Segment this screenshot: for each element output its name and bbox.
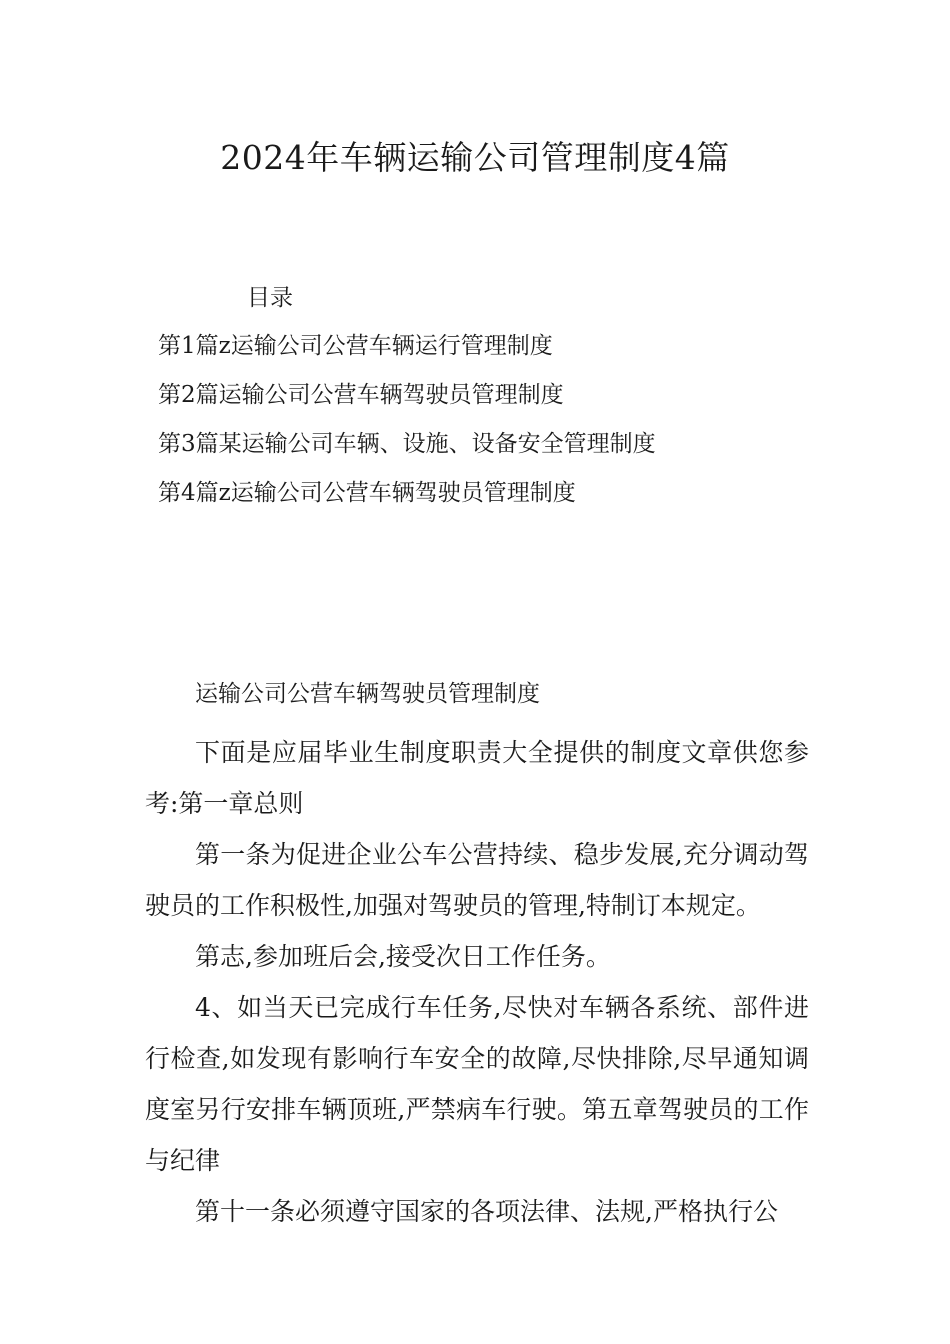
article-paragraph-4: 4、如当天已完成行车任务,尽快对车辆各系统、部件进行检查,如发现有影响行车安全的故障,尽快排除,尽早通知调度室另行安排车辆顶班,严禁病车行驶。第五章驾驶员的工作与纪律 [145,993,809,1175]
toc-item-4: 第4篇z运输公司公营车辆驾驶员管理制度 [158,480,576,506]
table-of-contents [158,330,656,526]
article-heading: 运输公司公营车辆驾驶员管理制度 [195,681,540,707]
toc-item-2: 第2篇运输公司公营车辆驾驶员管理制度 [158,382,564,408]
article-paragraph-1: 下面是应届毕业生制度职责大全提供的制度文章供您参考:第一章总则 [145,738,809,818]
article-paragraph-2: 第一条为促进企业公车公营持续、稳步发展,充分调动驾驶员的工作积极性,加强对驾驶员的管理,特制订本规定。 [145,840,809,920]
article-paragraph-5: 第十一条必须遵守国家的各项法律、法规,严格执行公 [195,1197,778,1226]
toc-heading: 目录 [247,285,293,311]
toc-item-1: 第1篇z运输公司公营车辆运行管理制度 [158,333,553,359]
article-paragraph-3: 第志,参加班后会,接受次日工作任务。 [195,942,611,971]
article-body [145,676,809,1237]
toc-item-3: 第3篇某运输公司车辆、设施、设备安全管理制度 [158,431,656,457]
document-title: 2024年车辆运输公司管理制度4篇 [220,138,730,177]
